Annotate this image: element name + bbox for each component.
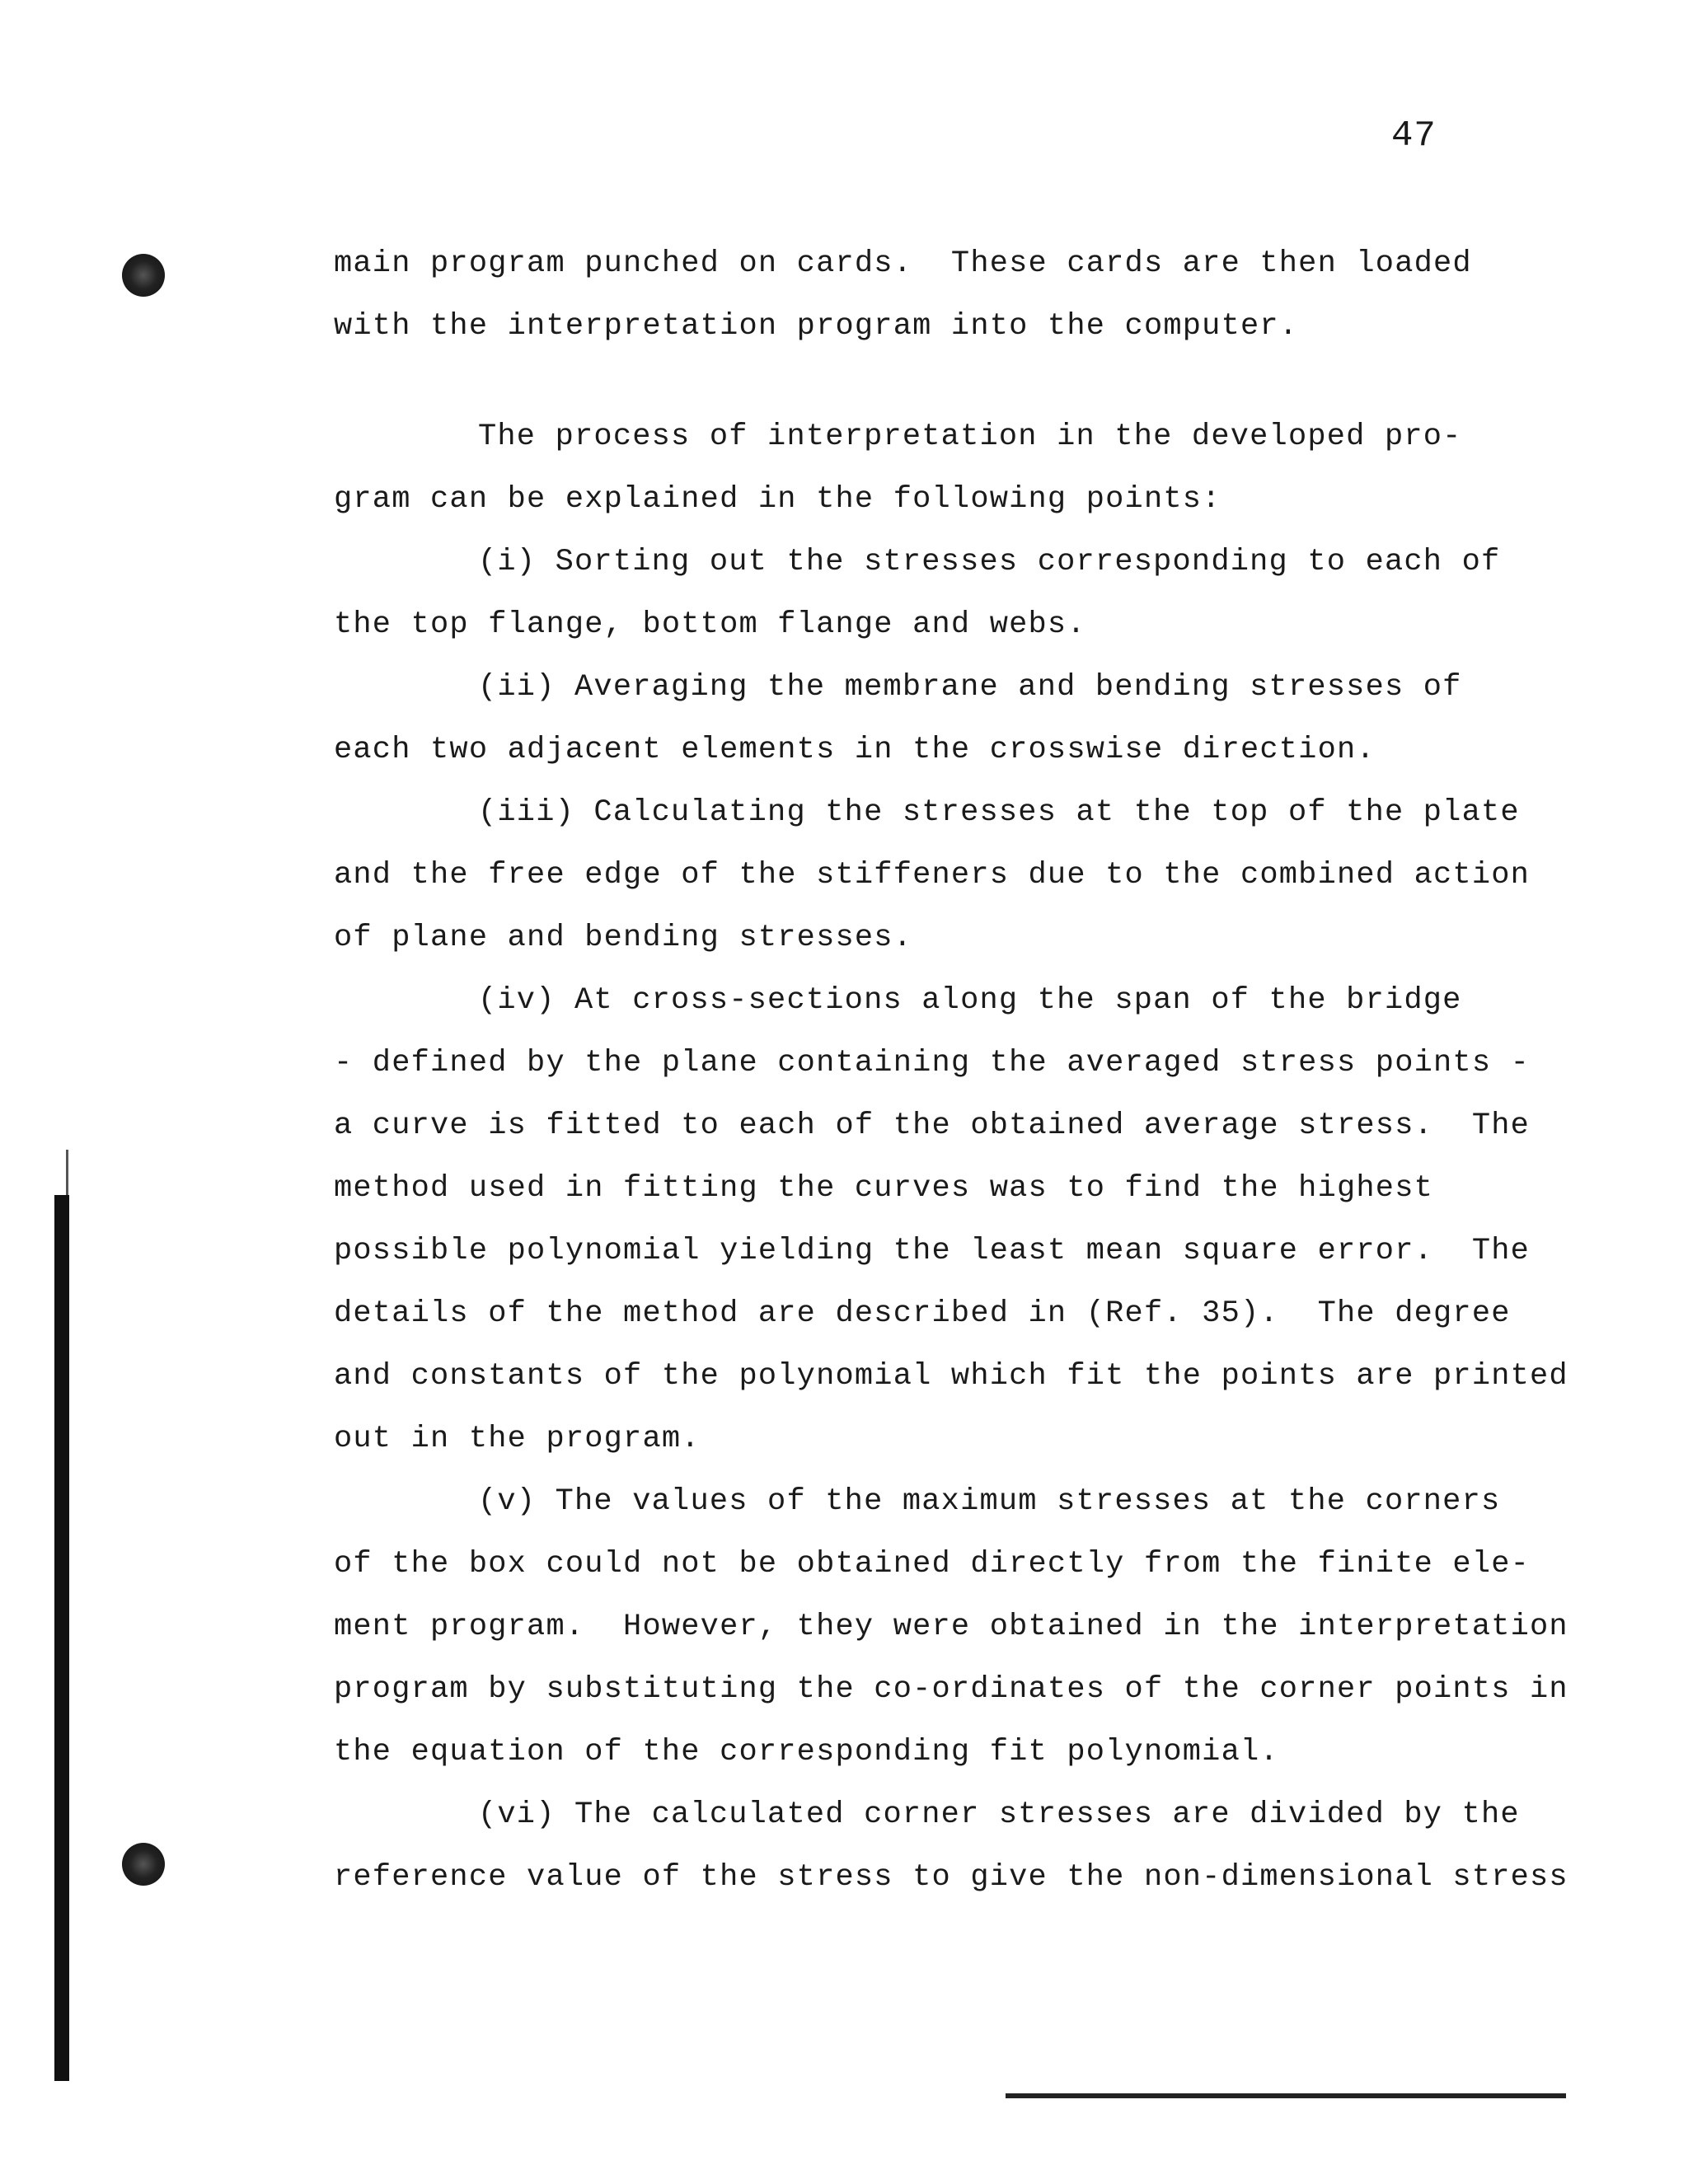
text-line: of plane and bending stresses. xyxy=(334,921,913,955)
text-line: reference value of the stress to give the non-dimensional stress xyxy=(334,1860,1568,1895)
text-line: the equation of the corresponding fit polynomial. xyxy=(334,1735,1279,1769)
text-line: (i) Sorting out the stresses corresponding to each of xyxy=(478,545,1501,579)
text-line: method used in fitting the curves was to find the highest xyxy=(334,1171,1434,1206)
text-line: a curve is fitted to each of the obtained average stress. The xyxy=(334,1108,1531,1143)
text-line: with the interpretation program into the computer. xyxy=(334,309,1299,344)
text-line: main program punched on cards. These cards are then loaded xyxy=(334,246,1472,281)
margin-bar-thin xyxy=(66,1150,68,1199)
bottom-rule xyxy=(1006,2093,1566,2098)
text-line: (v) The values of the maximum stresses at the corners xyxy=(478,1484,1501,1519)
text-line: - defined by the plane containing the averaged stress points - xyxy=(334,1046,1531,1080)
text-line: and constants of the polynomial which fit the points are printed xyxy=(334,1359,1568,1394)
punch-hole-top xyxy=(122,254,165,297)
text-line: (vi) The calculated corner stresses are divided by the xyxy=(478,1797,1520,1832)
margin-bar xyxy=(54,1195,69,2081)
punch-hole-bottom xyxy=(122,1843,165,1886)
text-line: each two adjacent elements in the crosswise direction. xyxy=(334,733,1376,767)
text-line: (ii) Averaging the membrane and bending stresses of xyxy=(478,670,1462,705)
text-line: ment program. However, they were obtained in the interpretation xyxy=(334,1610,1568,1644)
text-line: program by substituting the co-ordinates of the corner points in xyxy=(334,1672,1568,1707)
page-number: 47 xyxy=(1391,115,1437,157)
text-line: possible polynomial yielding the least mean square error. The xyxy=(334,1234,1531,1268)
text-line: the top flange, bottom flange and webs. xyxy=(334,607,1086,642)
text-line: out in the program. xyxy=(334,1422,701,1456)
text-line: gram can be explained in the following points: xyxy=(334,482,1221,517)
text-line: details of the method are described in (Ref. 35). The degree xyxy=(334,1296,1511,1331)
text-line: of the box could not be obtained directly from the finite ele- xyxy=(334,1547,1531,1582)
text-line: and the free edge of the stiffeners due to the combined action xyxy=(334,858,1531,893)
text-line: The process of interpretation in the developed pro- xyxy=(478,419,1462,454)
text-line: (iii) Calculating the stresses at the top of the plate xyxy=(478,795,1520,830)
text-line: (iv) At cross-sections along the span of the bridge xyxy=(478,983,1462,1018)
